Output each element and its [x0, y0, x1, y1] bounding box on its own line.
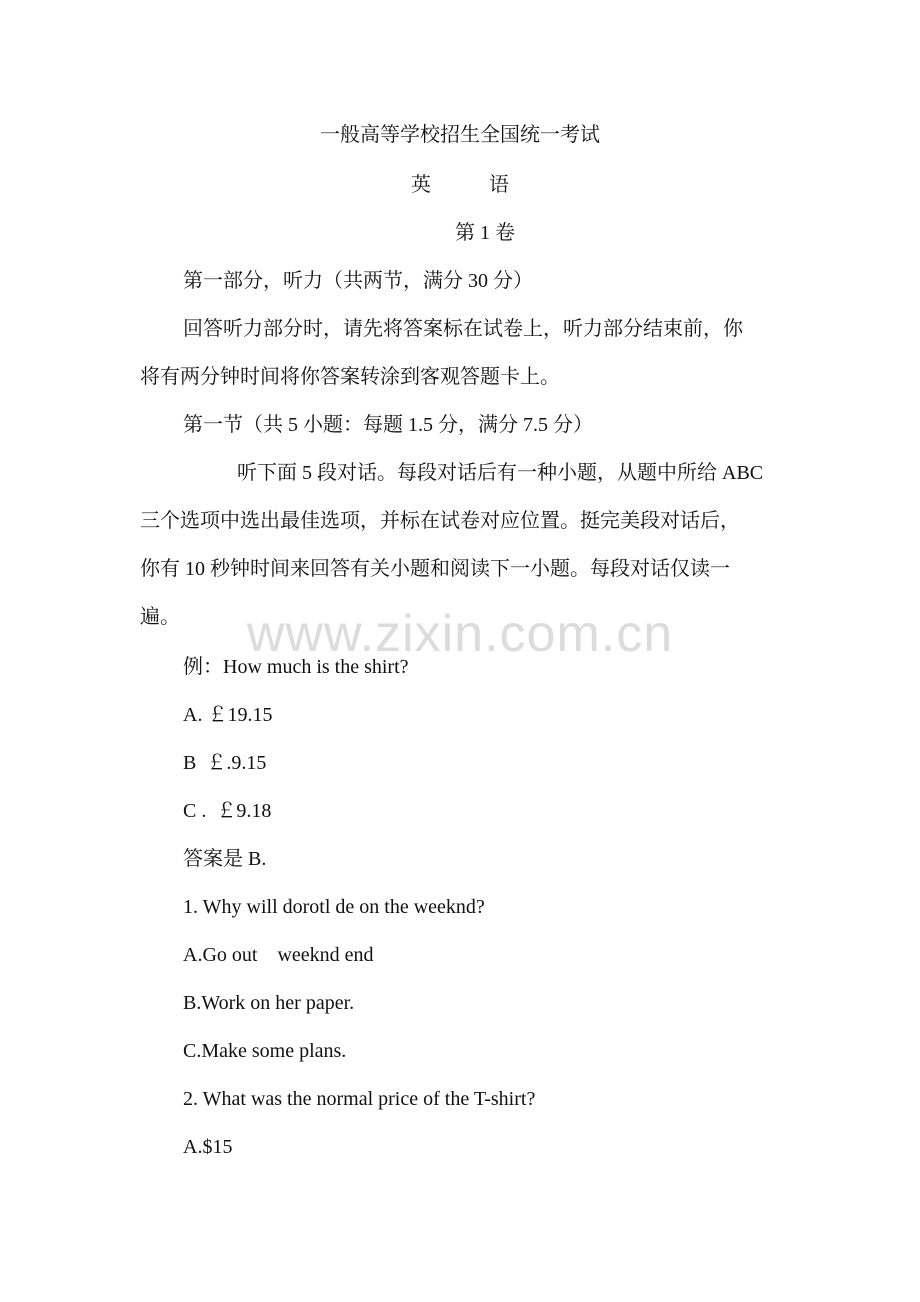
q1-option-b: B.Work on her paper. — [183, 992, 355, 1014]
section1-instruction-2: 三个选项中选出最佳选项，并标在试卷对应位置。挺完美段对话后， — [140, 510, 740, 532]
part1-instruction-1: 回答听力部分时，请先将答案标在试卷上，听力部分结束前，你 — [183, 318, 743, 340]
example-option-b: B ￡.9.15 — [183, 752, 267, 774]
subject-char-a: 英 — [411, 174, 431, 196]
section1-instruction-4: 遍。 — [140, 606, 180, 628]
watermark: www.zixin.com.cn — [246, 605, 674, 663]
q1-option-a: A.Go out weeknd end — [183, 944, 374, 966]
q2-option-a: A.$15 — [183, 1136, 233, 1158]
subject-char-b: 语 — [489, 174, 509, 196]
part1-heading: 第一部分，听力（共两节，满分 30 分） — [183, 270, 533, 292]
example-question: 例：How much is the shirt? — [183, 656, 409, 678]
example-answer: 答案是 B. — [183, 848, 267, 870]
volume-title: 第 1 卷 — [455, 222, 515, 244]
part1-instruction-2: 将有两分钟时间将你答案转涂到客观答题卡上。 — [140, 366, 560, 388]
q1-option-c: C.Make some plans. — [183, 1040, 347, 1062]
q1-question: 1. Why will dorotl de on the weeknd? — [183, 896, 485, 918]
exam-title: 一般高等学校招生全国统一考试 — [320, 124, 600, 146]
subject-title — [0, 172, 920, 198]
q2-question: 2. What was the normal price of the T-shirt? — [183, 1088, 536, 1110]
section1-instruction-3: 你有 10 秒钟时间来回答有关小题和阅读下一小题。每段对话仅读一 — [140, 558, 730, 580]
section1-heading: 第一节（共 5 小题：每题 1.5 分，满分 7.5 分） — [183, 414, 593, 436]
section1-instruction-1: 听下面 5 段对话。每段对话后有一种小题，从题中所给 ABC — [237, 462, 764, 484]
example-option-a: A. ￡19.15 — [183, 704, 273, 726]
example-option-c: C . ￡9.18 — [183, 800, 272, 822]
